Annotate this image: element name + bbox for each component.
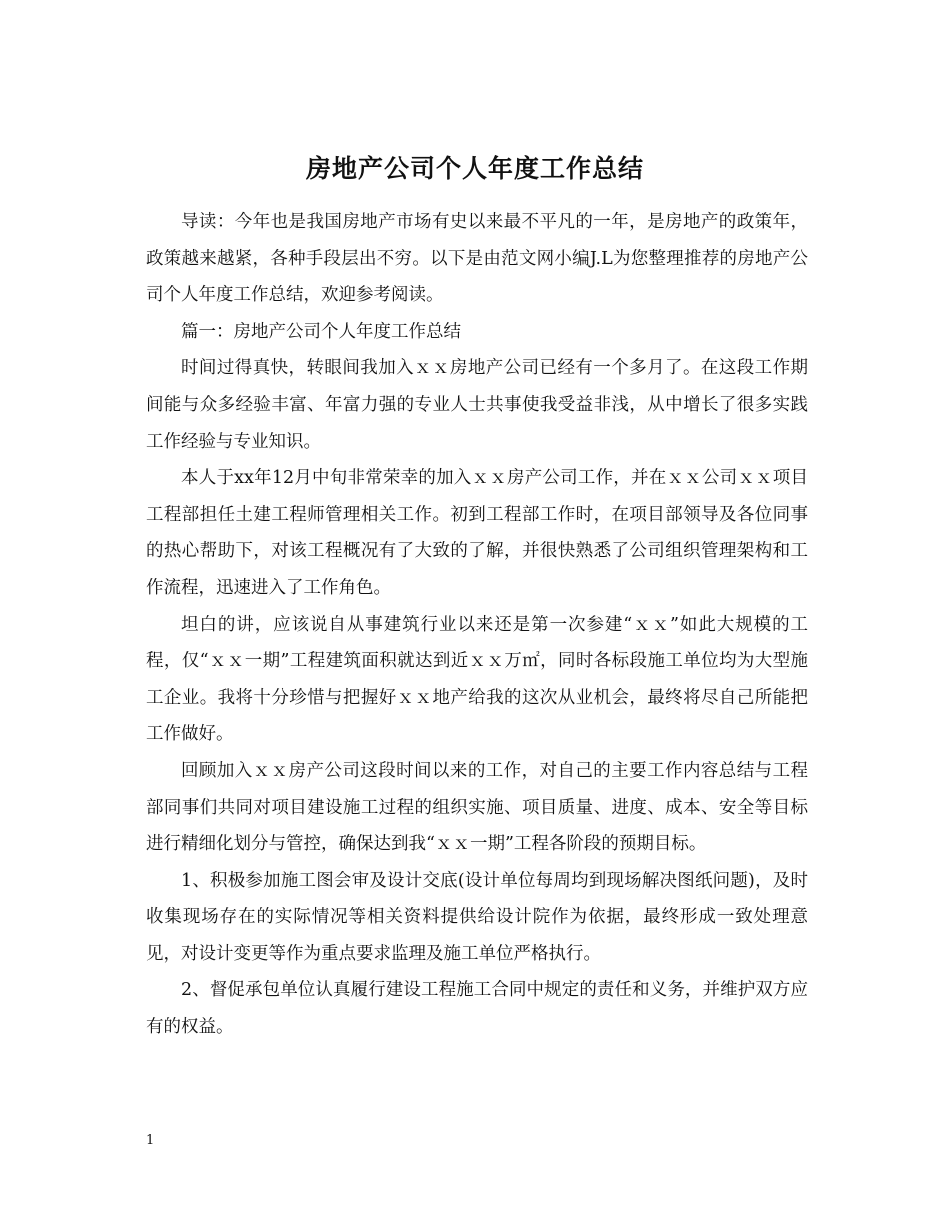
paragraph-intro: 导读：今年也是我国房地产市场有史以来最不平凡的一年，是房地产的政策年，政策越来越紧，各种手段层出不穷。以下是由范文网小编J.L为您整理推荐的房地产公司个人年度工作总结，欢迎参考阅读。 [146,212,808,306]
document-body [146,204,808,1046]
paragraph-candid: 坦白的讲，应该说自从事建筑行业以来还是第一次参建“ｘｘ”如此大规模的工程，仅“ｘｘ一期”工程建筑面积就达到近ｘｘ万㎡，同时各标段施工单位均为大型施工企业。我将十分珍惜与把握好ｘｘ地产给我的这次从业机会，最终将尽自己所能把工作做好。 [146,614,808,745]
paragraph-item-2: 2、督促承包单位认真履行建设工程施工合同中规定的责任和义务，并维护双方应有的权益。 [146,980,808,1038]
paragraph-joining: 本人于xx年12月中旬非常荣幸的加入ｘｘ房产公司工作，并在ｘｘ公司ｘｘ项目工程部担任土建工程师管理相关工作。初到工程部工作时，在项目部领导及各位同事的热心帮助下，对该工程概况有了大致的了解，并很快熟悉了公司组织管理架构和工作流程，迅速进入了工作角色。 [146,468,808,598]
paragraph-item-1: 1、积极参加施工图会审及设计交底(设计单位每周均到现场解决图纸问题)，及时收集现场存在的实际情况等相关资料提供给设计院作为依据，最终形成一致处理意见，对设计变更等作为重点要求监理及施工单位严格执行。 [146,870,808,964]
page-number: 1 [146,1133,155,1148]
paragraph-section-heading: 篇一：房地产公司个人年度工作总结 [181,321,461,342]
paragraph-time-flies: 时间过得真快，转眼间我加入ｘｘ房地产公司已经有一个多月了。在这段工作期间能与众多经验丰富、年富力强的专业人士共事使我受益非浅，从中增长了很多实践工作经验与专业知识。 [146,358,808,452]
document-title: 房地产公司个人年度工作总结 [305,153,644,183]
paragraph-review: 回顾加入ｘｘ房产公司这段时间以来的工作，对自己的主要工作内容总结与工程部同事们共同对项目建设施工过程的组织实施、项目质量、进度、成本、安全等目标进行精细化划分与管控，确保达到我“ｘｘ一期”工程各阶段的预期目标。 [146,760,808,855]
